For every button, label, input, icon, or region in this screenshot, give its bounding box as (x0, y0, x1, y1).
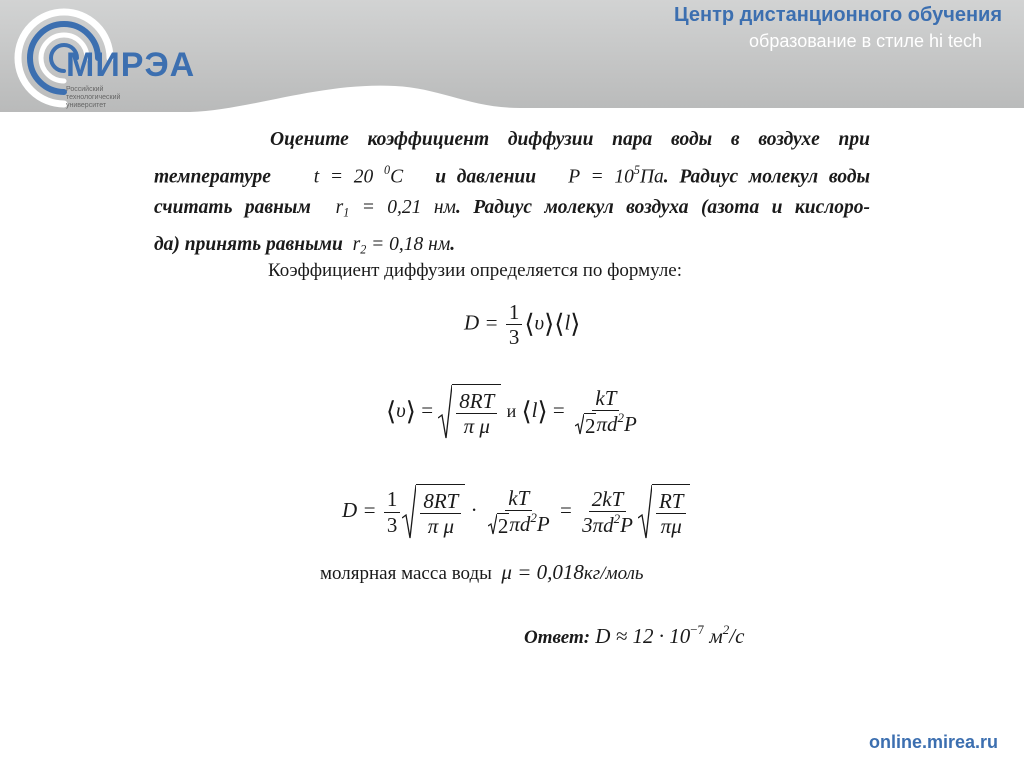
footer-url[interactable]: online.mirea.ru (868, 732, 998, 752)
header-subtitle: образование в стиле hi tech (749, 31, 982, 51)
mirea-logo (6, 6, 206, 111)
logo-text: МИРЭА (66, 46, 196, 84)
problem-statement (154, 124, 870, 266)
problem-line-1: Оцените коэффициент диффузии пара воды в воздухе при (270, 129, 870, 150)
problem-line-4: да) принять равными $r_2 = 0,18$ нм. (154, 234, 456, 257)
formula-diffusion: D = $\frac{1}{3}$ ⟨υ⟩⟨l⟩ (464, 300, 581, 350)
intro-text: Коэффициент диффузии определяется по формуле: (268, 260, 683, 281)
molar-mass-line: молярная масса воды μ = 0,018кг/моль (320, 560, 644, 584)
formula-velocity-path: ⟨υ⟩ = $\frac{8RT}{\text{π μ}}$ и ⟨l⟩ = kT 2 $\pi d^2P$ (386, 385, 637, 439)
answer-line: Ответ: $D \approx 12 \cdot 10^{-7}$ $м^2/c$ (524, 622, 745, 649)
problem-line-3: считать равным $r_1 = 0,21$ нм. Радиус молекул воздуха (азота и кислоро- (154, 197, 871, 221)
problem-line-2: температуре t = 20 $^0$C и давлении $P = 10^5Па$. Радиус молекул воды (154, 163, 871, 188)
formula-combined: D = $\frac{1}{3}$ $\frac{8RT}{\text{π μ}}$ · kT 2 $\pi d^2P$ = $\frac{2kT}{3\pi d^2P}$ $\frac{RT}{\pi\mu}$ (342, 484, 690, 540)
logo-caption: Российский технологический университет (66, 86, 121, 109)
header-title: Центр дистанционного обучения (674, 4, 1002, 26)
